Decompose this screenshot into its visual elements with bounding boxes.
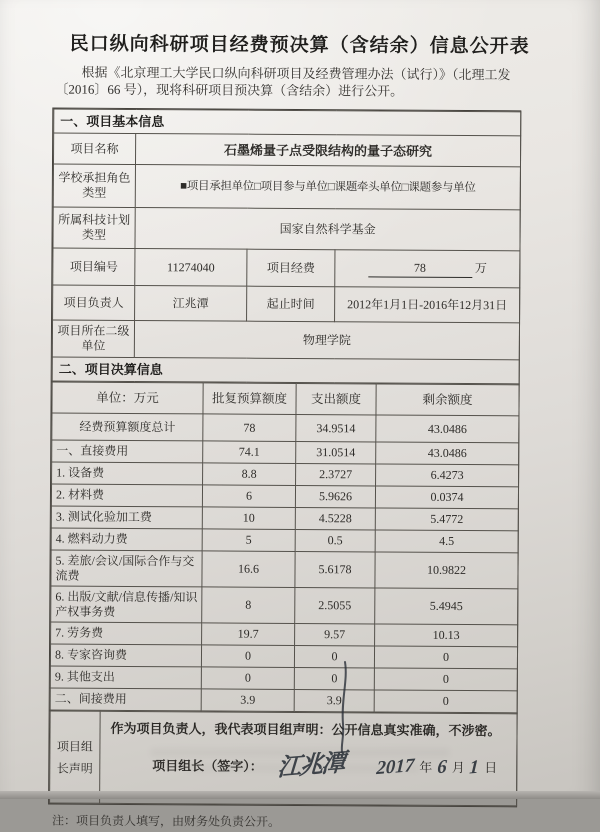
row-label: 5. 差旅/会议/国际合作与交流费 (51, 550, 202, 587)
cell-remain: 43.0486 (376, 415, 519, 443)
section2-header: 二、项目决算信息 (52, 357, 519, 384)
column-header-unit: 单位：万元 (52, 382, 203, 414)
row-label: 经费预算额度总计 (52, 413, 203, 441)
date-day-handwritten: 1 (469, 756, 480, 779)
secondary-unit-label: 项目所在二级单位 (52, 320, 134, 358)
cell-budget: 8 (202, 587, 295, 624)
cell-remain: 4.5 (375, 530, 518, 553)
funding-amount: 78 (368, 260, 472, 278)
cell-spent: 31.0514 (296, 441, 376, 463)
day-label: 日 (484, 760, 498, 776)
cell-spent: 3.9 (294, 689, 374, 711)
settlement-row (50, 688, 517, 713)
leader-label: 项目负责人 (53, 285, 135, 321)
cell-budget: 0 (201, 667, 294, 690)
cell-spent: 4.5228 (295, 507, 375, 529)
row-label: 二、间接费用 (50, 688, 201, 711)
cell-budget: 19.7 (202, 623, 295, 646)
funding-unit: 万 (474, 260, 487, 275)
form-table (48, 107, 521, 807)
leader-signature-handwriting: 江兆潭 (276, 750, 344, 782)
leader-value: 江兆潭 (135, 285, 247, 321)
cell-remain: 10.9822 (375, 552, 518, 589)
settlement-row-total (52, 413, 519, 443)
declaration-statement: 作为项目负责人，我代表项目组声明：公开信息真实准确，不涉密。 (110, 720, 501, 739)
settlement-row (51, 586, 518, 625)
row-label: 2. 材料费 (51, 484, 202, 507)
page-title: 民口纵向科研项目经费预决算（含结余）信息公开表 (69, 33, 530, 58)
cell-budget: 74.1 (203, 441, 296, 464)
funding-label: 项目经费 (247, 249, 335, 287)
duration-label: 起止时间 (247, 286, 335, 322)
column-header-remain: 剩余额度 (376, 384, 519, 416)
row-label: 一、直接费用 (52, 440, 203, 463)
settlement-row (52, 440, 519, 465)
cell-spent: 2.5055 (295, 587, 375, 623)
cell-budget: 5 (202, 529, 295, 552)
cell-remain: 5.4945 (375, 588, 518, 625)
cell-remain: 0 (374, 646, 517, 669)
row-label: 1. 设备费 (52, 462, 203, 485)
role-type-value (135, 164, 520, 209)
declaration-label: 项目组长声明 (50, 711, 101, 803)
cell-spent: 0 (294, 645, 374, 667)
row-label: 9. 其他支出 (50, 666, 201, 689)
plan-type-label: 所属科技计划类型 (53, 207, 135, 249)
settlement-row (50, 644, 517, 669)
cell-remain: 0.0374 (375, 486, 518, 509)
cell-remain: 5.4772 (375, 508, 518, 531)
cell-budget: 78 (203, 414, 296, 442)
settlement-table (50, 381, 520, 713)
row-label: 8. 专家咨询费 (50, 644, 201, 667)
cell-spent: 34.9514 (296, 414, 376, 441)
cell-budget: 10 (202, 507, 295, 530)
project-name-value: 石墨烯量子点受限结构的量子态研究 (135, 133, 520, 166)
cell-budget: 8.8 (203, 463, 296, 486)
paper-showthrough (150, 748, 450, 757)
project-no-label: 项目编号 (53, 248, 135, 286)
settlement-header-row (52, 382, 519, 416)
date-month-handwritten: 6 (436, 756, 448, 779)
cell-remain: 10.13 (375, 624, 518, 647)
funding-value (335, 250, 520, 288)
settlement-row (51, 528, 518, 553)
footnote: 注：项目负责人填写，由财务处负责公开。 (51, 813, 281, 829)
cell-budget: 16.6 (202, 551, 295, 588)
row-label: 3. 测试化验加工费 (51, 506, 202, 529)
column-header-budget: 批复预算额度 (203, 383, 296, 415)
row-label: 6. 出版/文献/信息传播/知识产权事务费 (51, 586, 202, 623)
basic-info-table (52, 108, 522, 384)
plan-type-value: 国家自然科学基金 (135, 207, 520, 250)
intro-paragraph: 根据《北京理工大学民口纵向科研项目及经费管理办法（试行）》（北理工发〔2016〕66 号），现将科研项目预决算（含结余）进行公开。 (55, 64, 511, 99)
year-label: 年 (419, 759, 433, 775)
signature-label: 项目组长（签字）： (152, 758, 263, 774)
cell-spent: 0 (294, 667, 374, 689)
settlement-row (51, 506, 518, 531)
month-label: 月 (451, 759, 465, 776)
cell-remain: 0 (374, 668, 517, 691)
project-no-value: 11274040 (135, 248, 247, 286)
cell-budget: 0 (201, 645, 294, 668)
settlement-row (52, 462, 519, 487)
role-type-label: 学校承担角色类型 (53, 164, 135, 208)
row-label: 4. 燃料动力费 (51, 528, 202, 551)
secondary-unit-value: 物理学院 (134, 320, 519, 359)
cell-remain: 0 (374, 690, 517, 713)
column-header-spent: 支出额度 (296, 383, 376, 414)
paper-bottom-edge (0, 791, 600, 799)
cell-spent: 2.3727 (296, 463, 376, 485)
settlement-row (51, 484, 518, 509)
cell-spent: 0.5 (295, 529, 375, 551)
settlement-row (50, 666, 517, 691)
cell-budget: 6 (202, 485, 295, 508)
cell-budget: 3.9 (201, 689, 294, 712)
section1-header: 一、项目基本信息 (54, 109, 521, 136)
cell-remain: 6.4273 (376, 464, 519, 487)
date-year-handwritten: 2017 (375, 754, 415, 780)
paper-showthrough (185, 764, 420, 772)
duration-value: 2012年1月1日-2016年12月31日 (335, 287, 520, 323)
cell-spent: 9.57 (295, 623, 375, 645)
settlement-row (51, 550, 518, 589)
cell-spent: 5.9626 (295, 485, 375, 507)
role-checkbox-line: ■项目承担单位□项目参与单位□课题牵头单位□课题参与单位 (180, 180, 476, 195)
settlement-row (51, 622, 518, 647)
cell-remain: 43.0486 (376, 442, 519, 465)
row-label: 7. 劳务费 (51, 622, 202, 645)
project-name-label: 项目名称 (53, 133, 135, 165)
cell-spent: 5.6178 (295, 551, 375, 587)
